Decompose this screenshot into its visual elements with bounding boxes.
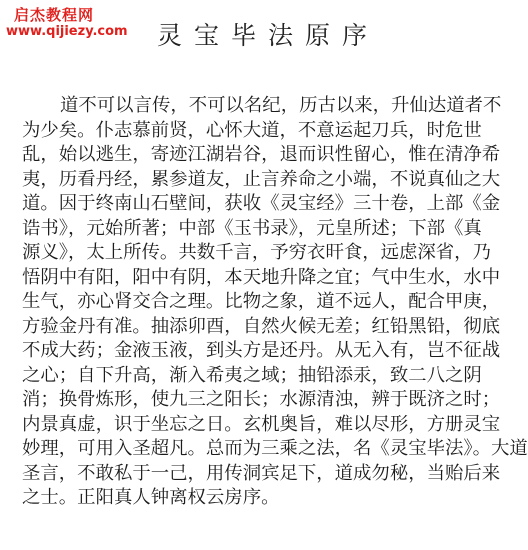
body-line: 道不可以言传，不可以名纪，历古以来，升仙达道者不 [60, 95, 502, 116]
body-line: 道。因于终南山石壁间，获收《灵宝经》三十卷，上部《金 [22, 193, 501, 214]
body-line: 乱，始以逃生，寄迹江湖岩谷，退而识性留心，惟在清净希 [22, 144, 501, 165]
body-line: 诰书》，元始所著；中部《玉书录》，元皇所述；下部《真 [22, 217, 482, 239]
watermark-site-url: www.qijiezy.com [6, 24, 128, 39]
body-line: 为少矣。仆志慕前贤，心怀大道，不意运起刀兵，时危世 [22, 119, 482, 141]
body-line: 之士。正阳真人钟离权云房序。 [22, 487, 280, 508]
body-line: 妙理，可用入圣超凡。总而为三乘之法，名《灵宝毕法》。大道 [22, 438, 528, 459]
body-line: 消；换骨炼形，使九三之阳长；水源清浊，辨于既济之时； [22, 389, 501, 410]
body-line: 不成大药；金液玉液，到头方是还丹。从无入有，岂不征战 [22, 340, 501, 361]
body-line: 之心；自下升高，渐入希夷之域；抽铅添汞，致二八之阴 [22, 364, 482, 386]
body-line: 生气，亦心肾交合之理。比物之象，道不远人，配合甲庚， [22, 291, 501, 312]
document-title: 灵宝毕法原序 [156, 21, 379, 50]
body-line: 内景真虚，识于坐忘之日。玄机奥旨，难以尽形，方册灵宝 [22, 413, 501, 435]
site-watermark [0, 0, 128, 42]
body-line: 夷，历看丹经，累参道友，止言养命之小端，不说真仙之大 [22, 168, 501, 190]
body-line: 方验金丹有准。抽添卯酉，自然火候无差；红铅黑铅，彻底 [22, 315, 501, 337]
watermark-site-name: 启杰教程网 [14, 6, 95, 24]
body-line: 源义》，太上所传。共数千言，予穷衣旰食，远虑深省，乃 [22, 242, 491, 263]
body-line: 圣言，不敢私于一己，用传洞宾足下，道成勿秘，当贻后来 [22, 462, 501, 484]
body-line: 悟阴中有阳，阳中有阴，本天地升降之宜；气中生水，水中 [22, 266, 501, 288]
